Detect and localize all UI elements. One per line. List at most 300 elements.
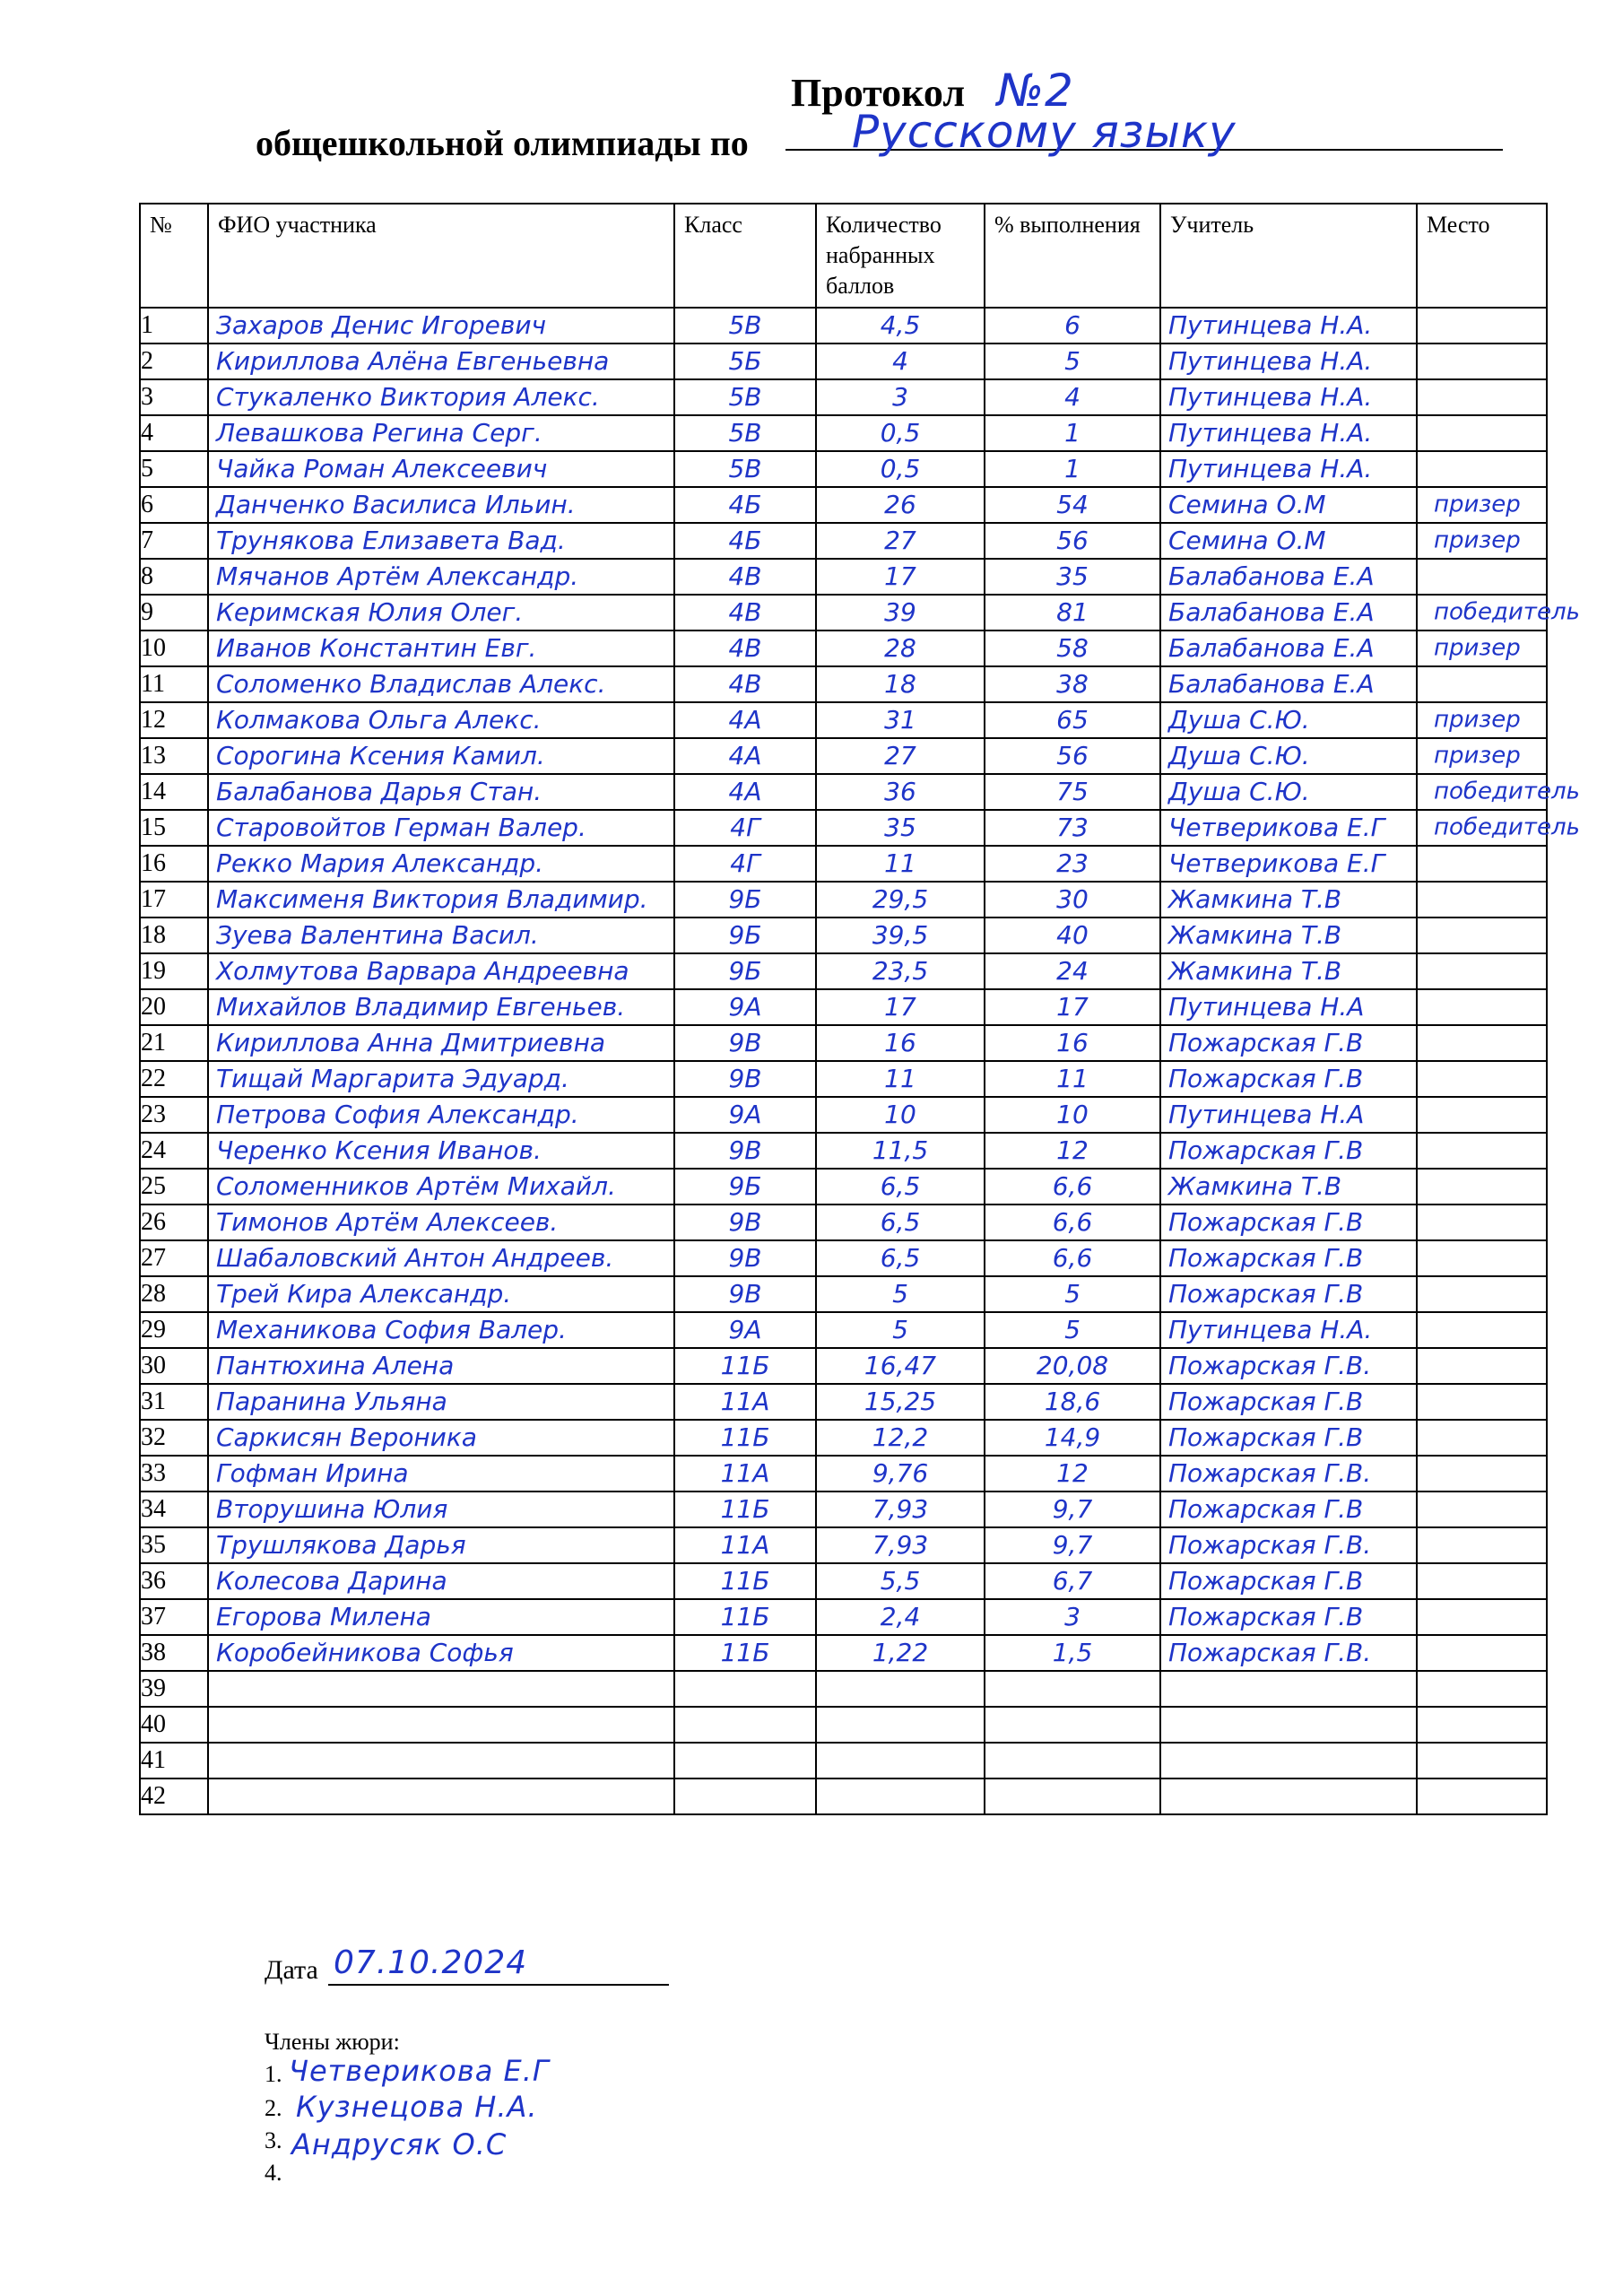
percent-cell-container <box>985 595 1160 631</box>
participant-name: Трей Кира Александр. <box>216 1278 512 1309</box>
percent-cell-container <box>985 1025 1160 1061</box>
place-cell-container <box>1417 882 1547 918</box>
participant-name: Механикова София Валер. <box>216 1314 567 1344</box>
class-cell: 11А <box>720 1386 770 1416</box>
percent-cell-container <box>985 1420 1160 1456</box>
teacher-cell: Пожарская Г.В. <box>1168 1529 1372 1560</box>
table-row <box>140 487 1547 523</box>
teacher-cell-container <box>1160 559 1417 595</box>
percent-cell: 5 <box>1064 1278 1081 1309</box>
percent-cell-container <box>985 810 1160 846</box>
score-cell-container <box>816 1097 985 1133</box>
teacher-cell-container <box>1160 846 1417 882</box>
column-header-place: Место <box>1417 204 1547 308</box>
percent-cell-container <box>985 702 1160 738</box>
participant-name-container <box>208 1707 674 1743</box>
row-number: 36 <box>140 1563 208 1599</box>
place-cell-container <box>1417 595 1580 631</box>
row-number: 14 <box>140 774 208 810</box>
percent-cell: 6,6 <box>1052 1170 1093 1201</box>
percent-cell-container <box>985 989 1160 1025</box>
table-row <box>140 1492 1547 1527</box>
score-cell: 4,5 <box>880 309 921 340</box>
teacher-cell-container <box>1160 1276 1417 1312</box>
percent-cell: 14,9 <box>1044 1422 1101 1452</box>
percent-cell: 56 <box>1056 525 1089 555</box>
participant-name: Черенко Ксения Иванов. <box>216 1135 542 1165</box>
participant-name-container <box>208 631 674 666</box>
teacher-cell-container <box>1160 1456 1417 1492</box>
place-cell-container <box>1417 344 1547 379</box>
score-cell: 23,5 <box>872 955 929 986</box>
teacher-cell-container <box>1160 989 1417 1025</box>
teacher-cell-container <box>1160 415 1417 451</box>
class-cell-container <box>674 1671 816 1707</box>
percent-cell: 65 <box>1056 704 1089 735</box>
participant-name: Зуева Валентина Васил. <box>216 919 539 950</box>
place-cell: призер <box>1434 634 1521 662</box>
table-row <box>140 882 1547 918</box>
teacher-cell-container <box>1160 523 1417 559</box>
score-cell: 5 <box>892 1314 908 1344</box>
row-number: 5 <box>140 451 208 487</box>
column-header-name: ФИО участника <box>208 204 674 308</box>
class-cell-container <box>674 1205 816 1240</box>
teacher-cell-container <box>1160 1563 1417 1599</box>
score-cell: 11 <box>884 848 916 878</box>
table-row <box>140 1743 1547 1779</box>
teacher-cell: Путинцева Н.А. <box>1168 417 1373 448</box>
table-row <box>140 1097 1547 1133</box>
table-row <box>140 1527 1547 1563</box>
teacher-cell: Жамкина Т.В <box>1168 955 1342 986</box>
score-cell-container <box>816 1599 985 1635</box>
participant-name-container <box>208 487 674 523</box>
percent-cell-container <box>985 1599 1160 1635</box>
percent-cell-container <box>985 523 1160 559</box>
score-cell: 17 <box>884 561 916 591</box>
class-cell: 9В <box>728 1242 762 1273</box>
row-number: 30 <box>140 1348 208 1384</box>
participant-name: Балабанова Дарья Стан. <box>216 776 542 806</box>
table-row <box>140 846 1547 882</box>
row-number: 28 <box>140 1276 208 1312</box>
teacher-cell: Семина О.М <box>1168 525 1326 555</box>
column-header-teacher: Учитель <box>1160 204 1417 308</box>
table-row <box>140 702 1547 738</box>
teacher-cell-container <box>1160 1743 1417 1779</box>
class-cell: 9Б <box>728 1170 762 1201</box>
table-row <box>140 1707 1547 1743</box>
participant-name: Гофман Ирина <box>216 1457 409 1488</box>
score-cell-container <box>816 1635 985 1671</box>
percent-cell-container <box>985 415 1160 451</box>
class-cell: 11Б <box>720 1350 770 1380</box>
row-number: 9 <box>140 595 208 631</box>
date-label: Дата <box>265 1955 318 1985</box>
table-row <box>140 1384 1547 1420</box>
percent-cell: 10 <box>1056 1099 1089 1129</box>
jury-number-1: 1. <box>265 2061 282 2087</box>
jury-number-4: 4. <box>265 2160 282 2186</box>
protocol-number: №2 <box>997 65 1074 117</box>
score-cell-container <box>816 1133 985 1169</box>
participant-name: Мячанов Артём Александр. <box>216 561 579 591</box>
score-cell: 16,47 <box>864 1350 937 1380</box>
percent-cell: 4 <box>1064 381 1081 412</box>
teacher-cell-container <box>1160 1707 1417 1743</box>
column-header-score: Количество набранных баллов <box>816 204 985 308</box>
score-cell-container <box>816 523 985 559</box>
teacher-cell: Балабанова Е.А <box>1168 668 1375 699</box>
score-cell-container <box>816 451 985 487</box>
teacher-cell: Пожарская Г.В <box>1168 1027 1364 1057</box>
teacher-cell: Пожарская Г.В <box>1168 1135 1364 1165</box>
teacher-cell: Пожарская Г.В <box>1168 1422 1364 1452</box>
jury-label: Члены жюри: <box>265 2029 400 2055</box>
participant-name-container <box>208 379 674 415</box>
place-cell-container <box>1417 1169 1547 1205</box>
score-cell: 27 <box>884 740 916 770</box>
score-cell: 35 <box>884 812 916 842</box>
participant-name-container <box>208 774 674 810</box>
place-cell: призер <box>1434 706 1521 734</box>
class-cell-container <box>674 1097 816 1133</box>
participant-name: Петрова София Александр. <box>216 1099 579 1129</box>
score-cell-container <box>816 989 985 1025</box>
row-number: 38 <box>140 1635 208 1671</box>
row-number: 22 <box>140 1061 208 1097</box>
class-cell-container <box>674 1563 816 1599</box>
score-cell-container <box>816 1456 985 1492</box>
participant-name-container <box>208 1312 674 1348</box>
participant-name-container <box>208 1456 674 1492</box>
score-cell: 15,25 <box>864 1386 937 1416</box>
place-cell-container <box>1417 1312 1547 1348</box>
class-cell-container <box>674 451 816 487</box>
column-header-number: № <box>140 204 208 308</box>
participant-name-container <box>208 1492 674 1527</box>
score-cell-container <box>816 1563 985 1599</box>
participant-name-container <box>208 1599 674 1635</box>
row-number: 8 <box>140 559 208 595</box>
class-cell-container <box>674 1779 816 1814</box>
table-row <box>140 451 1547 487</box>
teacher-cell-container <box>1160 1025 1417 1061</box>
teacher-cell: Пожарская Г.В <box>1168 1601 1364 1631</box>
row-number: 4 <box>140 415 208 451</box>
participant-name: Соломенников Артём Михайл. <box>216 1170 616 1201</box>
percent-cell-container <box>985 1671 1160 1707</box>
percent-cell-container <box>985 1563 1160 1599</box>
score-cell-container <box>816 918 985 953</box>
percent-cell: 56 <box>1056 740 1089 770</box>
class-cell-container <box>674 1025 816 1061</box>
teacher-cell: Пожарская Г.В. <box>1168 1637 1372 1667</box>
table-header-row <box>140 204 1547 308</box>
class-cell: 4Г <box>730 848 760 878</box>
percent-cell: 35 <box>1056 561 1089 591</box>
teacher-cell-container <box>1160 1384 1417 1420</box>
teacher-cell-container <box>1160 487 1417 523</box>
percent-cell-container <box>985 344 1160 379</box>
teacher-cell: Пожарская Г.В <box>1168 1565 1364 1596</box>
place-cell-container <box>1417 523 1547 559</box>
score-cell: 7,93 <box>872 1493 929 1524</box>
table-row <box>140 1312 1547 1348</box>
teacher-cell: Пожарская Г.В <box>1168 1278 1364 1309</box>
class-cell-container <box>674 1061 816 1097</box>
teacher-cell: Путинцева Н.А. <box>1168 453 1373 483</box>
percent-cell: 5 <box>1064 1314 1081 1344</box>
participant-name-container <box>208 523 674 559</box>
score-cell-container <box>816 1169 985 1205</box>
class-cell-container <box>674 1456 816 1492</box>
participant-name-container <box>208 1061 674 1097</box>
place-cell-container <box>1417 774 1580 810</box>
class-cell: 9В <box>728 1063 762 1093</box>
percent-cell-container <box>985 308 1160 344</box>
place-cell-container <box>1417 1635 1547 1671</box>
percent-cell: 16 <box>1056 1027 1089 1057</box>
place-cell-container <box>1417 631 1547 666</box>
percent-cell-container <box>985 774 1160 810</box>
participant-name: Колесова Дарина <box>216 1565 447 1596</box>
place-cell-container <box>1417 810 1580 846</box>
percent-cell: 6,6 <box>1052 1242 1093 1273</box>
place-cell-container <box>1417 1133 1547 1169</box>
participant-name-container <box>208 415 674 451</box>
percent-cell: 30 <box>1056 883 1089 914</box>
participant-name-container <box>208 953 674 989</box>
score-cell: 5,5 <box>880 1565 921 1596</box>
table-row <box>140 631 1547 666</box>
percent-cell-container <box>985 666 1160 702</box>
place-cell: победитель <box>1434 598 1580 626</box>
participant-name-container <box>208 451 674 487</box>
class-cell-container <box>674 1276 816 1312</box>
teacher-cell-container <box>1160 1420 1417 1456</box>
class-cell-container <box>674 1635 816 1671</box>
percent-cell: 12 <box>1056 1457 1089 1488</box>
participant-name: Шабаловский Антон Андреев. <box>216 1242 614 1273</box>
class-cell-container <box>674 631 816 666</box>
score-cell: 6,5 <box>880 1206 921 1237</box>
teacher-cell-container <box>1160 379 1417 415</box>
row-number: 17 <box>140 882 208 918</box>
teacher-cell: Балабанова Е.А <box>1168 632 1375 663</box>
class-cell-container <box>674 1133 816 1169</box>
score-cell: 5 <box>892 1278 908 1309</box>
row-number: 42 <box>140 1779 208 1814</box>
teacher-cell: Путинцева Н.А <box>1168 991 1365 1022</box>
participant-name: Данченко Василиса Ильин. <box>216 489 576 519</box>
percent-cell-container <box>985 1456 1160 1492</box>
teacher-cell-container <box>1160 1133 1417 1169</box>
participant-name-container <box>208 702 674 738</box>
teacher-cell-container <box>1160 1527 1417 1563</box>
score-cell: 11 <box>884 1063 916 1093</box>
class-cell-container <box>674 415 816 451</box>
teacher-cell: Душа С.Ю. <box>1168 740 1310 770</box>
teacher-cell-container <box>1160 1348 1417 1384</box>
table-row <box>140 1456 1547 1492</box>
row-number: 20 <box>140 989 208 1025</box>
document-subtitle: общешкольной олимпиады по <box>256 123 749 163</box>
score-cell-container <box>816 1492 985 1527</box>
participant-name-container <box>208 1671 674 1707</box>
score-cell-container <box>816 666 985 702</box>
percent-cell: 38 <box>1056 668 1089 699</box>
table-row <box>140 1635 1547 1671</box>
teacher-cell-container <box>1160 1492 1417 1527</box>
class-cell-container <box>674 666 816 702</box>
place-cell: призер <box>1434 526 1521 554</box>
percent-cell: 12 <box>1056 1135 1089 1165</box>
teacher-cell-container <box>1160 1599 1417 1635</box>
row-number: 15 <box>140 810 208 846</box>
table-row <box>140 666 1547 702</box>
teacher-cell-container <box>1160 738 1417 774</box>
participant-name-container <box>208 559 674 595</box>
score-cell: 17 <box>884 991 916 1022</box>
table-row <box>140 559 1547 595</box>
row-number: 1 <box>140 308 208 344</box>
class-cell-container <box>674 774 816 810</box>
teacher-cell: Жамкина Т.В <box>1168 883 1342 914</box>
results-table <box>139 203 1580 1815</box>
row-number: 12 <box>140 702 208 738</box>
place-cell-container <box>1417 738 1547 774</box>
class-cell-container <box>674 379 816 415</box>
score-cell-container <box>816 1312 985 1348</box>
table-row <box>140 595 1547 631</box>
teacher-cell: Четверикова Е.Г <box>1168 848 1385 878</box>
percent-cell-container <box>985 451 1160 487</box>
participant-name: Старовойтов Герман Валер. <box>216 812 586 842</box>
row-number: 35 <box>140 1527 208 1563</box>
score-cell-container <box>816 1025 985 1061</box>
row-number: 24 <box>140 1133 208 1169</box>
class-cell: 9А <box>728 1314 762 1344</box>
score-cell: 29,5 <box>872 883 929 914</box>
table-row <box>140 918 1547 953</box>
class-cell: 9Б <box>728 919 762 950</box>
row-number: 21 <box>140 1025 208 1061</box>
score-cell-container <box>816 774 985 810</box>
score-cell: 10 <box>884 1099 916 1129</box>
class-cell: 4А <box>728 740 762 770</box>
class-cell: 4В <box>728 668 762 699</box>
class-cell: 5В <box>728 309 762 340</box>
percent-cell-container <box>985 379 1160 415</box>
row-number: 31 <box>140 1384 208 1420</box>
score-cell-container <box>816 846 985 882</box>
score-cell-container <box>816 810 985 846</box>
table-row <box>140 1061 1547 1097</box>
jury-member-3: Андрусяк О.С <box>291 2127 508 2161</box>
place-cell-container <box>1417 1707 1547 1743</box>
class-cell: 9А <box>728 1099 762 1129</box>
score-cell-container <box>816 487 985 523</box>
class-cell-container <box>674 559 816 595</box>
class-cell-container <box>674 953 816 989</box>
percent-cell: 3 <box>1064 1601 1081 1631</box>
score-cell-container <box>816 738 985 774</box>
row-number: 37 <box>140 1599 208 1635</box>
teacher-cell: Душа С.Ю. <box>1168 776 1310 806</box>
column-header-percent: % выполнения <box>985 204 1160 308</box>
table-row <box>140 774 1547 810</box>
score-cell-container <box>816 1384 985 1420</box>
column-header-class: Класс <box>674 204 816 308</box>
place-cell-container <box>1417 1492 1547 1527</box>
place-cell-container <box>1417 953 1547 989</box>
row-number: 6 <box>140 487 208 523</box>
participant-name: Максименя Виктория Владимир. <box>216 883 648 914</box>
row-number: 18 <box>140 918 208 953</box>
participant-name-container <box>208 344 674 379</box>
percent-cell-container <box>985 1205 1160 1240</box>
place-cell-container <box>1417 1097 1547 1133</box>
row-number: 10 <box>140 631 208 666</box>
score-cell-container <box>816 1779 985 1814</box>
class-cell-container <box>674 738 816 774</box>
teacher-cell: Пожарская Г.В. <box>1168 1350 1372 1380</box>
row-number: 40 <box>140 1707 208 1743</box>
class-cell-container <box>674 1240 816 1276</box>
teacher-cell: Путинцева Н.А. <box>1168 1314 1373 1344</box>
jury-member-1: Четверикова Е.Г <box>289 2054 550 2088</box>
percent-cell: 17 <box>1056 991 1089 1022</box>
score-cell: 36 <box>884 776 916 806</box>
score-cell: 6,5 <box>880 1242 921 1273</box>
participant-name: Тищай Маргарита Эдуард. <box>216 1063 569 1093</box>
class-cell: 4А <box>728 776 762 806</box>
score-cell-container <box>816 1420 985 1456</box>
teacher-cell-container <box>1160 666 1417 702</box>
table-row <box>140 1205 1547 1240</box>
class-cell-container <box>674 1420 816 1456</box>
score-cell-container <box>816 1707 985 1743</box>
class-cell: 11А <box>720 1457 770 1488</box>
class-cell-container <box>674 846 816 882</box>
participant-name-container <box>208 1133 674 1169</box>
score-cell: 9,76 <box>872 1457 929 1488</box>
table-row <box>140 810 1547 846</box>
participant-name-container <box>208 308 674 344</box>
class-cell: 9Б <box>728 883 762 914</box>
percent-cell: 1 <box>1064 417 1081 448</box>
percent-cell-container <box>985 846 1160 882</box>
score-cell: 31 <box>884 704 916 735</box>
score-cell-container <box>816 631 985 666</box>
teacher-cell-container <box>1160 308 1417 344</box>
score-cell-container <box>816 702 985 738</box>
class-cell: 9Б <box>728 955 762 986</box>
percent-cell-container <box>985 559 1160 595</box>
percent-cell: 81 <box>1056 596 1089 627</box>
percent-cell: 1 <box>1064 453 1081 483</box>
table-row <box>140 523 1547 559</box>
class-cell: 9В <box>728 1135 762 1165</box>
score-cell-container <box>816 1671 985 1707</box>
table-row <box>140 379 1547 415</box>
class-cell: 4Г <box>730 812 760 842</box>
class-cell: 9В <box>728 1027 762 1057</box>
class-cell: 11Б <box>720 1601 770 1631</box>
row-number: 39 <box>140 1671 208 1707</box>
